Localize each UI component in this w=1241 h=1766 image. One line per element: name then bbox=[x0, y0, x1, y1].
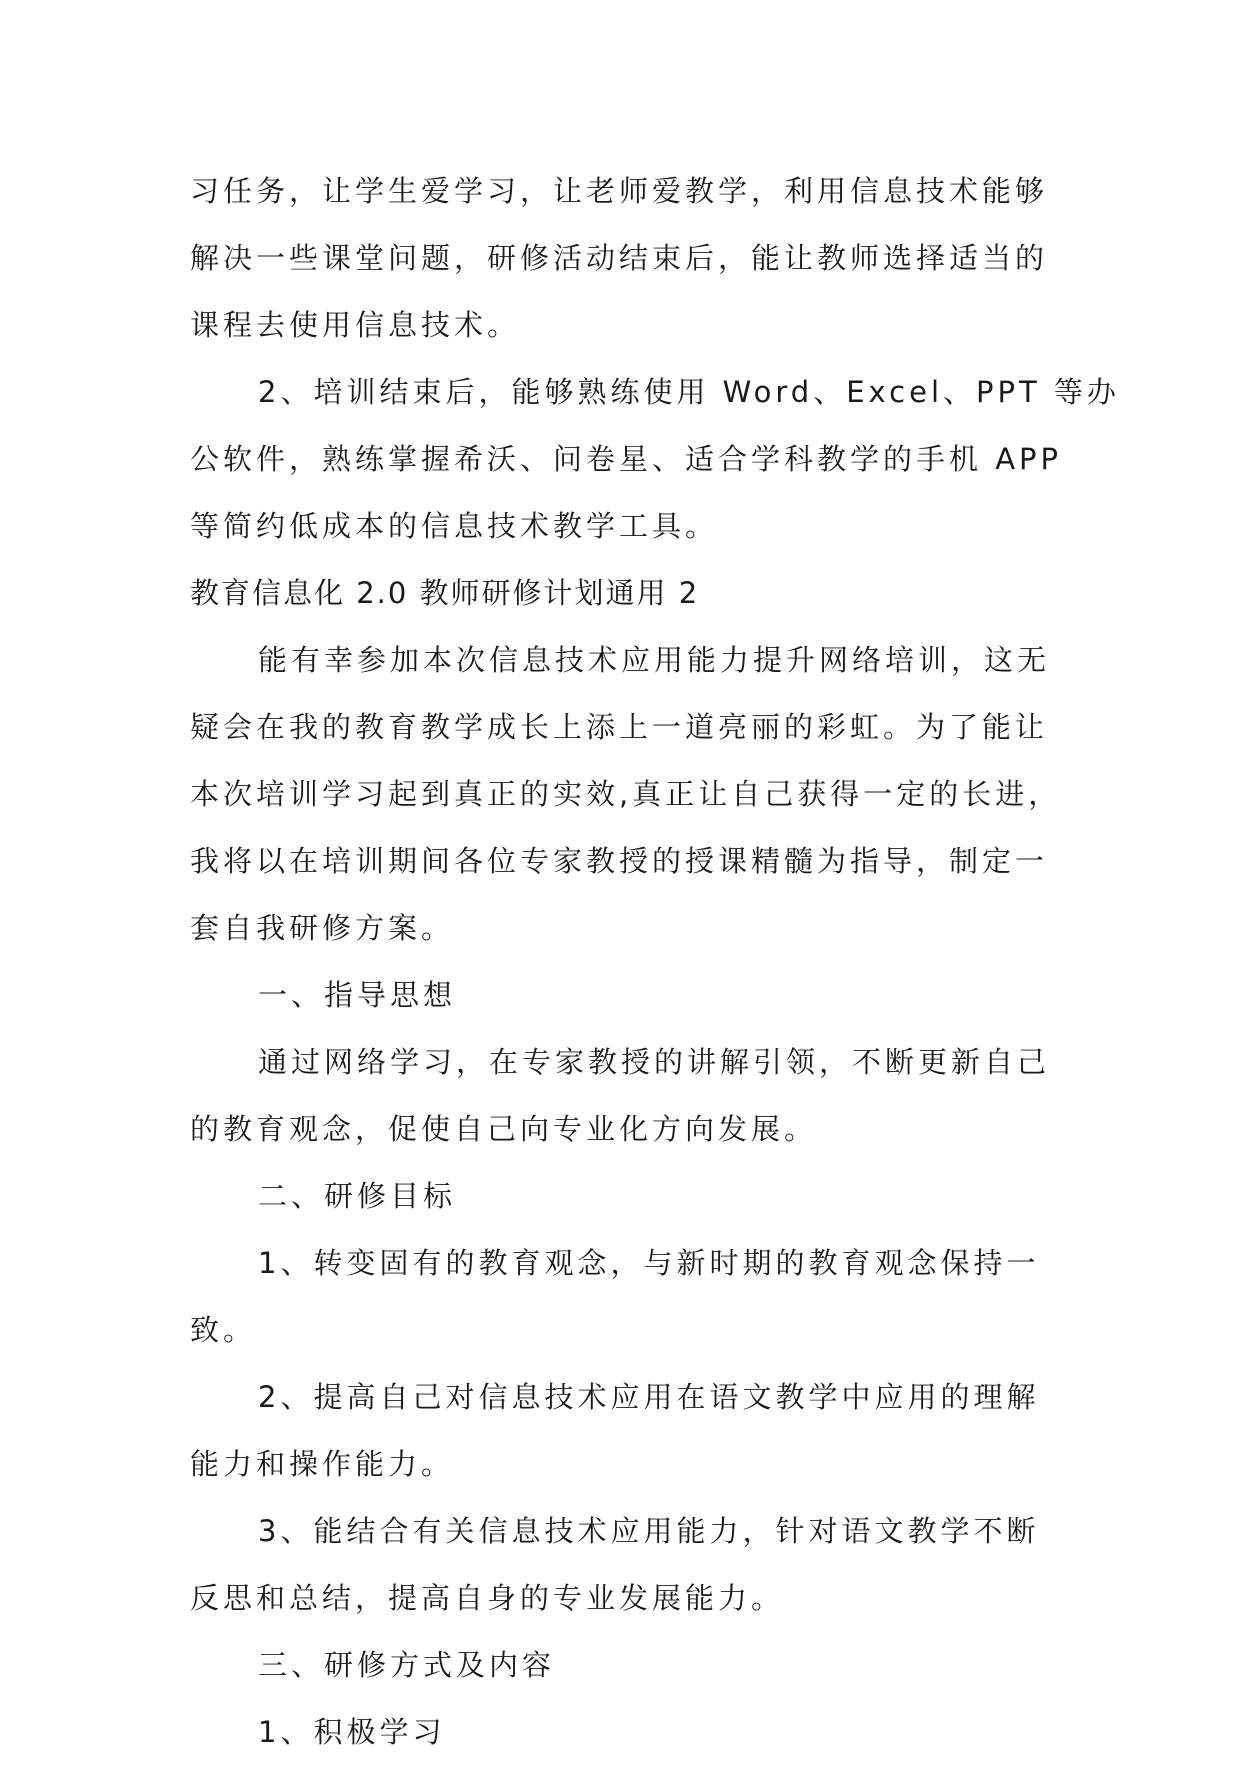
paragraph-line: 的教育观念，促使自己向专业化方向发展。 bbox=[190, 1112, 818, 1146]
paragraph-line: 二、研修目标 bbox=[258, 1179, 457, 1213]
paragraph bbox=[190, 359, 1120, 560]
paragraph-line: 致。 bbox=[190, 1313, 257, 1347]
paragraph-line: 解决一些课堂问题，研修活动结束后，能让教师选择适当的 bbox=[190, 241, 1049, 275]
paragraph-line: 三、研修方式及内容 bbox=[258, 1648, 556, 1682]
paragraph-line: 疑会在我的教育教学成长上添上一道亮丽的彩虹。为了能让 bbox=[190, 710, 1049, 744]
paragraph bbox=[190, 1632, 1070, 1699]
paragraph bbox=[190, 1163, 1070, 1230]
paragraph-line: 习任务，让学生爱学习，让老师爱教学，利用信息技术能够 bbox=[190, 174, 1049, 208]
section-title-text: 教育信息化 2.0 教师研修计划通用 2 bbox=[190, 576, 700, 610]
paragraph bbox=[190, 962, 1070, 1029]
paragraph-line: 1、转变固有的教育观念，与新时期的教育观念保持一 bbox=[258, 1246, 1040, 1280]
paragraph-line: 一、指导思想 bbox=[258, 978, 457, 1012]
paragraph bbox=[190, 1498, 1070, 1632]
paragraph-line: 本次培训学习起到真正的实效,真正让自己获得一定的长进， bbox=[190, 777, 1062, 811]
paragraph-line: 课程去使用信息技术。 bbox=[190, 308, 521, 342]
paragraph bbox=[190, 158, 1070, 359]
paragraph-line: 通过网络学习，在专家教授的讲解引领，不断更新自己 bbox=[258, 1045, 1051, 1079]
paragraph-line: 我将以在培训期间各位专家教授的授课精髓为指导，制定一 bbox=[190, 844, 1049, 878]
paragraph bbox=[190, 1230, 1070, 1364]
paragraph bbox=[190, 1364, 1070, 1498]
paragraph-line: 1、积极学习 bbox=[258, 1715, 446, 1749]
paragraph-line: 能力和操作能力。 bbox=[190, 1447, 455, 1481]
paragraph-line: 3、能结合有关信息技术应用能力，针对语文教学不断 bbox=[258, 1514, 1040, 1548]
paragraph-line: 2、培训结束后，能够熟练使用 Word、Excel、PPT 等办 bbox=[258, 375, 1120, 409]
paragraph bbox=[190, 1029, 1070, 1163]
paragraph-line: 套自我研修方案。 bbox=[190, 911, 455, 945]
paragraph-line: 2、提高自己对信息技术应用在语文教学中应用的理解 bbox=[258, 1380, 1040, 1414]
paragraph-line: 公软件，熟练掌握希沃、问卷星、适合学科教学的手机 APP bbox=[190, 442, 1063, 476]
paragraph-line: 反思和总结，提高自身的专业发展能力。 bbox=[190, 1581, 785, 1615]
section-title bbox=[190, 560, 1070, 627]
paragraph-line: 等简约低成本的信息技术教学工具。 bbox=[190, 509, 719, 543]
paragraph bbox=[190, 627, 1070, 962]
document-body bbox=[190, 158, 1120, 1766]
paragraph bbox=[190, 1699, 1070, 1766]
paragraph-line: 能有幸参加本次信息技术应用能力提升网络培训，这无 bbox=[258, 643, 1051, 677]
